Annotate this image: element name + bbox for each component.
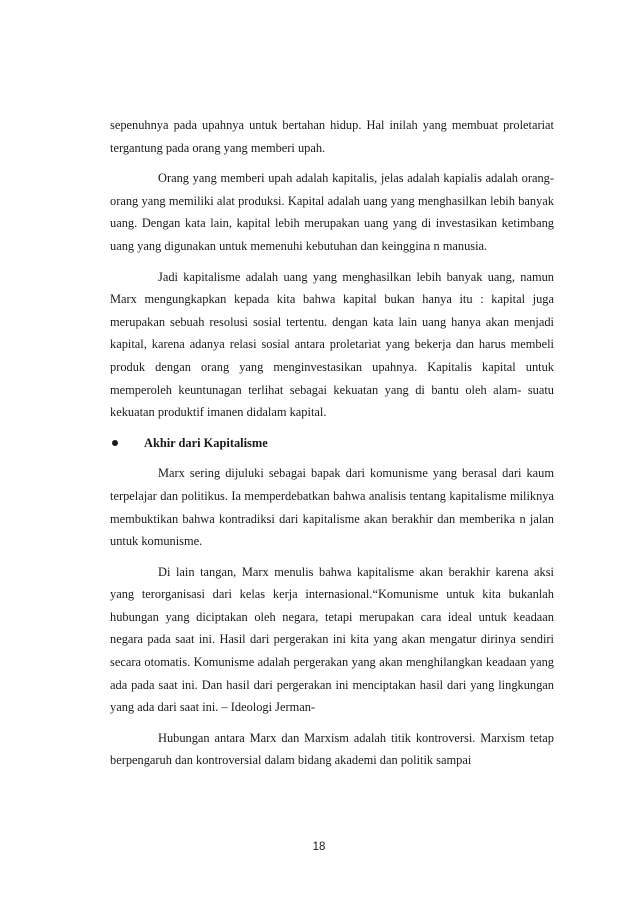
section-heading-text: Akhir dari Kapitalisme (144, 435, 268, 450)
paragraph-2: Orang yang memberi upah adalah kapitalis, jelas adalah kapialis adalah orang-orang yang memiliki alat produksi. Kapital adalah uang yang menghasilkan lebih banyak uang. Dengan kata lain, kapital lebih merupakan uang yang di investasikan ketimbang uang yang digunakan untuk memenuhi kebutuhan dan keinggina n manusia. (110, 171, 554, 253)
page-number: 18 (312, 841, 326, 853)
bullet-icon (112, 440, 118, 446)
section-heading (110, 432, 554, 455)
paragraph-5: Di lain tangan, Marx menulis bahwa kapitalisme akan berakhir karena aksi yang terorganisasi dari kelas kerja internasional.“Komunisme untuk kita bukanlah hubungan yang diciptakan oleh negara, tetapi merupakan cara ideal untuk keadaan negara pada saat ini. Hasil dari pergerakan ini kita yang akan mengatur dirinya sendiri secara otomatis. Komunisme adalah pergerakan yang akan menghilangkan keadaan yang ada pada saat ini. Dan hasil dari pergerakan ini menciptakan hasil dari yang lingkungan yang ada dari saat ini. – Ideologi Jerman- (110, 564, 554, 715)
paragraph-4: Marx sering dijuluki sebagai bapak dari komunisme yang berasal dari kaum terpelajar dan politikus. Ia memperdebatkan bahwa analisis tentang kapitalisme miliknya membuktikan bahwa kontradiksi dari kapitalisme akan berakhir dan memberika n jalan untuk komunisme. (110, 466, 554, 549)
paragraph-1: sepenuhnya pada upahnya untuk bertahan hidup. Hal inilah yang membuat proletariat tergantung pada orang yang memberi upah. (110, 118, 554, 155)
paragraph-6: Hubungan antara Marx dan Marxism adalah titik kontroversi. Marxism tetap berpengaruh dan kontroversial dalam bidang akademi dan politik sampai (110, 730, 554, 768)
document-body (110, 114, 554, 780)
paragraph-3: Jadi kapitalisme adalah uang yang menghasilkan lebih banyak uang, namun Marx mengungkapkan kepada kita bahwa kapital bukan hanya itu : kapital juga merupakan sebuah resolusi sosial tertentu. dengan kata lain uang hanya akan menjadi kapital, karena adanya relasi sosial antara proletariat yang bekerja dan harus membeli produk dengan orang yang menginvestasikan upahnya. Kapitalis kapital untuk memperoleh keuntunagan terlihat sebagai kekuatan yang di bantu oleh alam- suatu kekuatan produktif imanen didalam kapital. (110, 269, 554, 420)
